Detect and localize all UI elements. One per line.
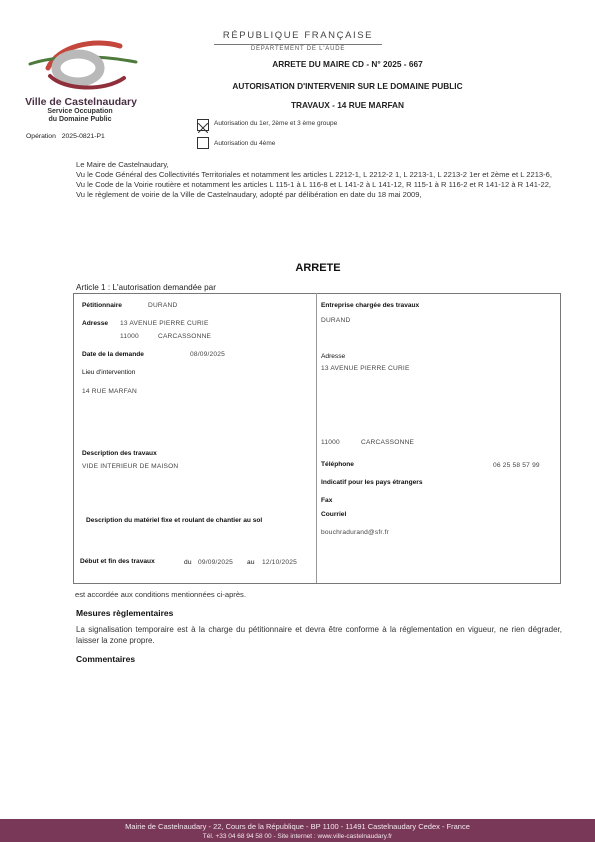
group-4-checkbox[interactable] [197, 137, 209, 149]
service-name [30, 108, 130, 124]
box-divider [316, 293, 317, 583]
adresse-line1: 13 AVENUE PIERRE CURIE [120, 320, 209, 327]
operation-number [26, 133, 105, 140]
lieu-value: 14 RUE MARFAN [82, 388, 137, 395]
entreprise-label: Entreprise chargée des travaux [321, 302, 420, 309]
ent-postcode: 11000 [321, 439, 340, 446]
fax-label: Fax [321, 497, 333, 504]
description-label: Description des travaux [82, 450, 157, 457]
ent-city: CARCASSONNE [361, 439, 415, 446]
department-name: DÉPARTEMENT DE L'AUDE [250, 46, 346, 52]
petitionnaire-value: DURAND [148, 302, 178, 309]
ent-adresse-label: Adresse [321, 353, 346, 360]
republic-header: RÉPUBLIQUE FRANÇAISE [222, 30, 374, 41]
granted-conditions: est accordée aux conditions mentionnées ci-après. [75, 590, 246, 599]
periode-end: 12/10/2025 [262, 559, 298, 566]
request-details-box [73, 293, 561, 584]
mesures-text: La signalisation temporaire est à la charge du pétitionnaire et devra être conforme à la réglementation en vigueur, ne rien dégrader, laisser la zone propre. [76, 625, 562, 645]
arrete-heading: ARRETE [295, 262, 341, 274]
preamble-line: Vu le Code Général des Collectivités Territoriales et notamment les articles L 2212-1, L 2212-2 1, L 2213-1, L 2213-2 1er et 2ème et L 2213-6, [76, 170, 553, 179]
telephone-value: 06 25 58 57 99 [493, 462, 540, 469]
works-location-title: TRAVAUX - 14 RUE MARFAN [290, 100, 405, 110]
group-4-label: Autorisation du 4ème [214, 140, 276, 147]
operation-label: Opération [26, 133, 56, 140]
courriel-label: Courriel [321, 511, 347, 518]
date-label: Date de la demande [82, 351, 144, 358]
ent-adresse-value: 13 AVENUE PIERRE CURIE [321, 365, 410, 372]
periode-start: 09/09/2025 [198, 559, 234, 566]
periode-label: Début et fin des travaux [80, 558, 155, 565]
castelnaudary-logo [24, 34, 140, 96]
description-value: VIDE INTERIEUR DE MAISON [82, 463, 179, 470]
preamble-line: Le Maire de Castelnaudary, [76, 160, 169, 169]
indicatif-label: Indicatif pour les pays étrangers [321, 479, 423, 486]
footer-address: Mairie de Castelnaudary - 22, Cours de la République - BP 1100 - 11491 Castelnaudary Cedex - France [125, 822, 470, 831]
adresse-city: CARCASSONNE [158, 333, 212, 340]
article-1: Article 1 : L'autorisation demandée par [76, 283, 216, 292]
commentaires-heading: Commentaires [76, 654, 136, 664]
petitionnaire-label: Pétitionnaire [82, 302, 122, 309]
operation-value: 2025-0821-P1 [61, 133, 105, 140]
entreprise-value: DURAND [321, 317, 351, 324]
materiel-label: Description du matériel fixe et roulant de chantier au sol [86, 517, 263, 524]
group-1-3-checkbox[interactable] [197, 119, 209, 131]
republic-divider [214, 44, 382, 45]
footer-contact: Tél. +33 04 68 94 58 00 - Site internet : www.ville-castelnaudary.fr [202, 833, 393, 840]
preamble-line: Vu le Code de la Voirie routière et notamment les articles L 115-1 à L 116-8 et L 141-2 à L 141-12, R 115-1 à R 116-2 et R 141-12 à R 141-22, [76, 180, 552, 189]
town-name: Ville de Castelnaudary [25, 96, 137, 108]
telephone-label: Téléphone [321, 461, 354, 468]
decree-subject: AUTORISATION D'INTERVENIR SUR LE DOMAINE PUBLIC [232, 81, 463, 91]
mesures-heading: Mesures règlementaires [76, 608, 174, 618]
service-line-2: du Domaine Public [48, 116, 112, 123]
decree-number: ARRETE DU MAIRE CD - N° 2025 - 667 [272, 59, 423, 69]
lieu-label: Lieu d'intervention [82, 369, 136, 376]
check-cross-icon [198, 123, 208, 133]
adresse-postcode: 11000 [120, 333, 139, 340]
courriel-value[interactable]: bouchradurand@sfr.fr [321, 529, 389, 536]
preamble-line: Vu le règlement de voirie de la Ville de Castelnaudary, adopté par délibération en date du 18 mai 2009, [76, 190, 422, 199]
preamble [76, 160, 562, 200]
au-label: au [247, 559, 255, 566]
service-line-1: Service Occupation [47, 108, 113, 115]
group-1-3-label: Autorisation du 1er, 2ème et 3 ème groupe [214, 120, 338, 127]
date-value: 08/09/2025 [190, 351, 226, 358]
du-label: du [184, 559, 192, 566]
adresse-label: Adresse [82, 320, 109, 327]
